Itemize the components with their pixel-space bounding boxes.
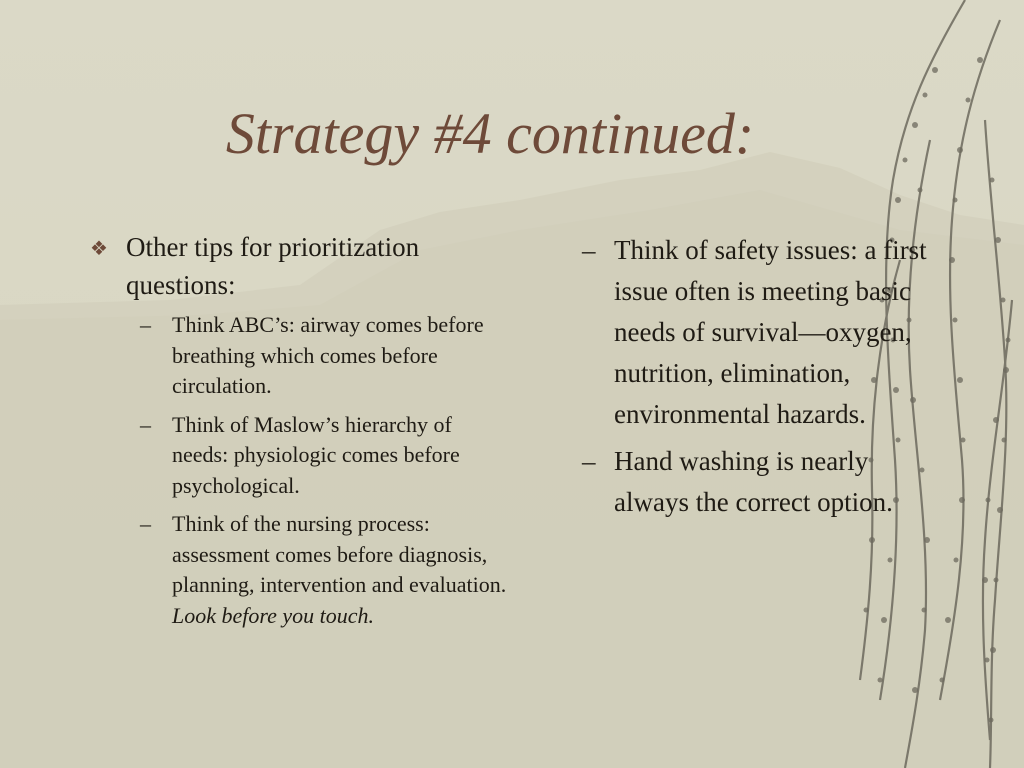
right-bullet-list (578, 230, 948, 523)
sub-bullet-maslow (88, 410, 508, 502)
dash-marker: – (582, 235, 596, 265)
dash-marker: – (140, 511, 151, 536)
main-bullet-text: Other tips for prioritization questions: (126, 232, 420, 300)
dash-marker: – (582, 446, 596, 476)
slide-title: Strategy #4 continued: (225, 101, 755, 166)
sub-bullet-abc (88, 310, 508, 402)
left-column (88, 228, 508, 639)
sub-bullet-nursing-process (88, 509, 508, 631)
main-bullet (88, 228, 508, 304)
right-bullet-safety (578, 230, 948, 435)
right-column (578, 230, 948, 529)
right-bullet-text: Think of safety issues: a first issue often is meeting basic needs of survival—oxygen, nutrition, elimination, environmental hazards. (614, 235, 927, 429)
sub-bullet-text: Think ABC’s: airway comes before breathing which comes before circulation. (172, 312, 484, 398)
sub-bullet-emphasis: Look before you touch. (172, 602, 375, 628)
sub-bullet-text: Think of the nursing process: assessment comes before diagnosis, planning, intervention and evaluation. (172, 511, 507, 597)
right-bullet-hand-washing (578, 441, 948, 523)
diamond-cluster-icon: ❖ (90, 238, 108, 260)
dash-marker: – (140, 411, 151, 437)
sub-bullet-list (88, 310, 508, 631)
dash-marker: – (140, 312, 151, 337)
right-bullet-text: Hand washing is nearly always the correct option. (614, 446, 893, 517)
sub-bullet-text: Think of Maslow’s hierarchy of needs: physiologic comes before psychological. (172, 411, 460, 498)
